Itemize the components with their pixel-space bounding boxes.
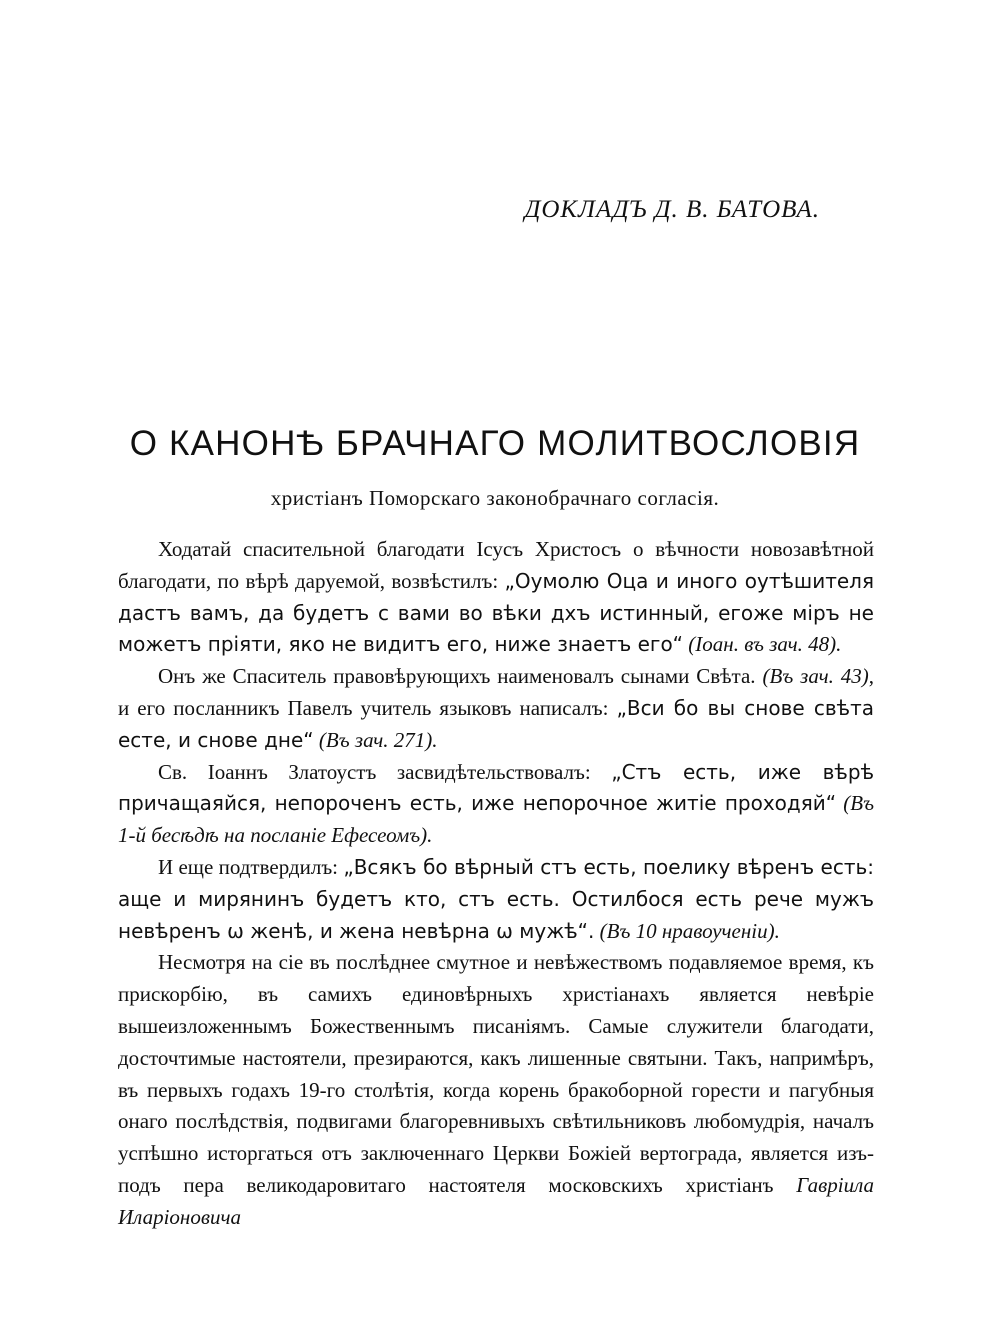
author-heading: ДОКЛАДЪ Д. В. БАТОВА. xyxy=(524,196,820,223)
paragraph-1-text: Ходатай спасительной благодати Ісусъ Христосъ о вѣчности новозавѣтной благодати, по вѣрѣ даруемой, возвѣстилъ: xyxy=(118,537,874,593)
paragraph-1 xyxy=(118,534,874,661)
paragraph-5-name: Гавріила Иларіоновича xyxy=(118,1172,874,1229)
paragraph-5 xyxy=(118,947,874,1233)
paragraph-3-text: Св. Іоаннъ Златоустъ засвидѣтельствовалъ: xyxy=(158,759,591,784)
paragraph-1-quote: „Оумолю Оца и иного оутѣшителя дастъ вамъ, да будетъ с вами во вѣки дхъ истинный, егоже міръ не можетъ пріяти, яко не видитъ его, ниже знаетъ его“ xyxy=(118,568,874,657)
paragraph-4-reference: (Въ 10 нравоученіи). xyxy=(599,918,780,943)
paragraph-2-quote: „Вси бо вы снове свѣта есте, и снове дне“ xyxy=(118,695,874,752)
paragraph-3-reference: (Въ 1-й бесѣдѣ на посланіе Ефесеомъ). xyxy=(118,791,875,848)
text-body xyxy=(118,534,874,1234)
page-subtitle: христіанъ Поморскаго законобрачнаго согласія. xyxy=(270,486,720,510)
paragraph-3 xyxy=(118,757,874,852)
paragraph-3-quote: „Стъ есть, иже вѣрѣ причащаяйся, непороченъ есть, иже непорочное житіе проходяй“ xyxy=(118,759,875,816)
paragraph-5-text: Несмотря на сіе въ послѣднее смутное и невѣжествомъ подавляемое время, къ прискорбію, въ самихъ единовѣрныхъ христіанахъ является невѣріе вышеизложеннымъ Божественнымъ писаніямъ. Самые служители благодати, досточтимые настоятели, презираются, какъ лишенные святыни. Такъ, напримѣръ, въ первыхъ годахъ 19-го столѣтія, когда корень бракоборной горести и пагубныя онаго послѣдствія, подвигами благоревнивыхъ свѣтильниковъ любомудрія, началъ успѣшно исторгаться отъ заключеннаго Церкви Божіей вертограда, является изъ-подъ пера великодаровитаго настоятеля московскихъ христіанъ xyxy=(118,950,874,1197)
paragraph-4 xyxy=(118,852,874,947)
page-title: О КАНОНѢ БРАЧНАГО МОЛИТВОСЛОВІЯ xyxy=(129,424,861,463)
paragraph-1-reference: (Іоан. въ зач. 48). xyxy=(688,632,842,657)
paragraph-2 xyxy=(118,661,874,756)
paragraph-2-text: Онъ же Спаситель правовѣрующихъ наименовалъ сынами Свѣта. xyxy=(158,664,756,689)
paragraph-4-text: И еще подтвердилъ: xyxy=(158,854,339,879)
paragraph-2-text-mid: , и его посланникъ Павелъ учитель языковъ написалъ: xyxy=(118,664,875,720)
paragraph-2-reference-1: (Въ зач. 43) xyxy=(762,664,869,689)
paragraph-4-quote: „Всякъ бо вѣрный стъ есть, поелику вѣренъ есть: аще и мирянинъ будетъ кто, стъ есть. Остилбося есть рече мужъ невѣренъ ѡ женѣ, и жена невѣрна ѡ мужѣ“. xyxy=(118,854,875,943)
paragraph-2-reference: (Въ зач. 271). xyxy=(318,727,438,752)
